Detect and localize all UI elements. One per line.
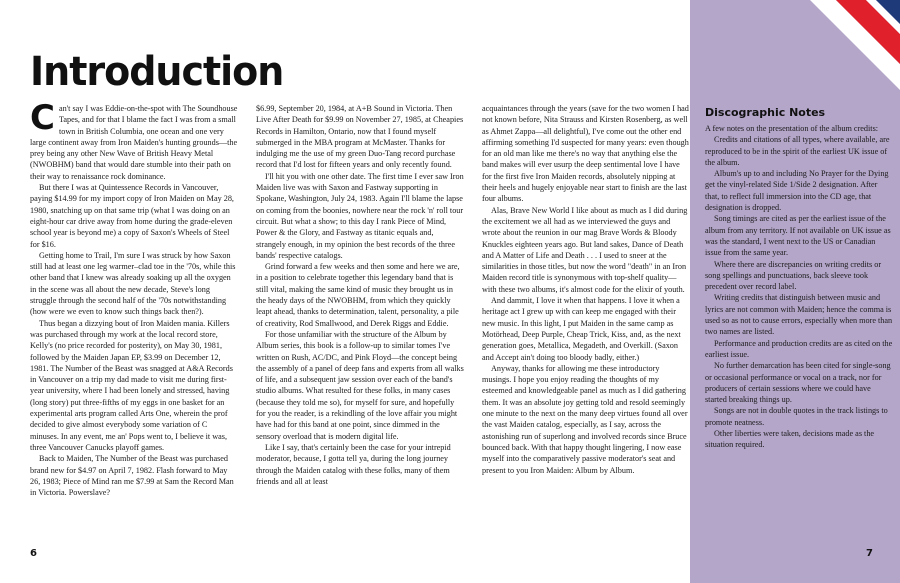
paragraph: No further demarcation has been cited for single-song or occasional performance or vocal on a track, nor for producers of certain sessions where we could have started breaking things up.	[705, 361, 891, 405]
paragraph: Other liberties were taken, decisions made as the situation required.	[705, 429, 875, 450]
discographic-notes-sidebar	[690, 0, 900, 583]
paragraph: $6.99, September 20, 1984, at A+B Sound in Victoria. Then Live After Death for $9.99 on November 27, 1985, at Cheapies Records in Hamilton, Ontario, now that I found myself submerged in the MBA program at McMaster. Thanks for indulging me the use of my green Duo-Tang record purchase record that I'd lost for fifteen years and only recently found.	[256, 104, 464, 170]
paragraph: Anyway, thanks for allowing me these introductory musings. I hope you enjoy reading the thoughts of my esteemed and knowledgeable panel as much as I did gathering them. It was an absolute joy getting told and resold seemingly one minute to the next on the many deep virtues found all over the vast Maiden catalog, especially, as I say, across the astonishing run of superlong and involved records since Bruce bounced back. With that happy thought lingering, I now ease myself into the comparatively passive moderator's seat and present to you Iron Maiden: Album by Album.	[482, 363, 688, 475]
paragraph: Grind forward a few weeks and then some and here we are, in a position to celebrate together this legendary band that is still vital, making the same kind of music they brought us in the heady days of the NWOBHM, from which they quickly leapt ahead, thanks to determination, talent, personality, a pile of creativity, Rod Smallwood, and Derek Riggs and Eddie.	[256, 262, 460, 328]
paragraph: Alas, Brave New World I like about as much as I did during the excitement we all had as we interviewed the guys and wrote about the reunion in our mag Brave Words & Bloody Knuckles eighteen years ago. But land sakes, Dance of Death and A Matter of Life and Death . . . I used to sneer at the similarities in those titles, but now the word "death" in an Iron Maiden record title is synonymous with top-shelf quality—with these two albums, it's almost code for the elixir of youth.	[482, 205, 688, 294]
paragraph: But there I was at Quintessence Records in Vancouver, paying $14.99 for my import copy of Iron Maiden on May 28, 1980, snatching up on that same trip (what I was doing on an eight-hour car drive away from home during the grade-eleven school year is beyond me) a copy of Saxon's Wheels of Steel for $16.	[30, 183, 234, 249]
paragraph: Credits and citations of all types, where available, are reproduced to be in the spirit of the earliest UK issue of the album.	[705, 135, 890, 167]
text-column-3	[482, 103, 690, 476]
paragraph: acquaintances through the years (save for the two women I had not known before, Nita Strauss and Kirsten Rosenberg, as well as Ahmet Zappa—all delightful), I've come out the other end affirming something I'd suspected for many years: even though for an old man like me there's no way that anything else the band makes will ever usurp the deep sentimental love I have for the first five Iron Maiden records, absolutely nipping at their heels and hugely enjoyable near start to finish are the last four albums.	[482, 104, 689, 204]
paragraph: Songs are not in double quotes in the track listings to promote neatness.	[705, 406, 888, 427]
page-number-left: 6	[30, 548, 37, 559]
paragraph	[30, 98, 238, 182]
paragraph: For those unfamiliar with the structure of the Album by Album series, this book is a follow-up to similar tomes I've written on Rush, AC/DC, and Pink Floyd—the concept being the assembly of a panel of deep fans and experts from all walks of life, and a subsequent jaw session over each of the band's studio albums. What resulted for these folks, in many cases (because they told me so), for myself for sure, and hopefully for you the reader, is a rekindling of the love affair you might have had for this band at one point, since dimmed in the sensory overload that is modern digital life.	[256, 329, 464, 441]
page-title: Introduction	[30, 48, 284, 95]
sidebar-heading: Discographic Notes	[705, 106, 826, 119]
paragraph: Thus began a dizzying bout of Iron Maiden mania. Killers was purchased through my work at the local record store, Kelly's (no price recorded for posterity), on May 30, 1981, followed by the Maiden Japan EP, $3.99 on December 12, 1981. The Number of the Beast was snagged at A&A Records in Vancouver on a trip my dad made to visit me during first-year university, where I had been lonely and stressed, having (long story) put three-fifths of my eggs in one basket for an experimental arts program called Arts One, wherein the prof decided to give almost everybody some variation of C minuses. In any event, me an' Pops went to, I believe it was, three Vancouver Canucks playoff games.	[30, 318, 233, 452]
paragraph: Back to Maiden, The Number of the Beast was purchased brand new for $4.97 on April 7, 1982. Flash forward to May 26, 1983; Piece of Mind ran me $7.99 at Sam the Record Man in Victoria. Powerslave?	[30, 454, 234, 498]
paragraph: And dammit, I love it when that happens. I love it when a heritage act I grew up with can keep me engaged with their new music. In this light, I put Maiden in the same camp as Motörhead, Deep Purple, Cheap Trick, Kiss, and, as the next generation goes, Metallica, Megadeth, and Overkill. (Saxon and Accept ain't doing too bloody badly, either.)	[482, 296, 681, 362]
paragraph: Performance and production credits are as cited on the earliest issue.	[705, 338, 893, 359]
drop-cap: C	[30, 98, 55, 138]
paragraph: A few notes on the presentation of the album credits:	[705, 124, 879, 133]
paragraph: Where there are discrepancies on writing credits or song spellings and punctuations, back sleeve took precedent over record label.	[705, 259, 882, 292]
notes-body	[705, 106, 893, 451]
paragraph: I'll hit you with one other date. The first time I ever saw Iron Maiden live was with Saxon and Fastway supporting in Spokane, Washington, July 24, 1983. Again I'll blame the lapse on coming from the boonies, nowhere near the rock 'n' roll tour circuit. But what a show; to this day I rank Piece of Mind, Power & the Glory, and Fastway as titanic equals and, strangely enough, in my opinion the best records of the three bands' respective catalogs.	[256, 171, 464, 260]
paragraph: Like I say, that's certainly been the case for your intrepid moderator, because, I gotta tell ya, during the long journey through the Maiden catalog with these folks, many of them friends and all at least	[256, 442, 451, 486]
paragraph: Album's up to and including No Prayer for the Dying get the vinyl-related Side 1/Side 2 designation. After that, to reflect full immersion into the CD age, that designation is dropped.	[705, 169, 889, 213]
text-column-1	[30, 98, 238, 498]
paragraph-text: an't say I was Eddie-on-the-spot with The Soundhouse Tapes, and for that I blame the fact I was from a small town in British Columbia, one ocean and one very large continent away from Iron Maiden's hunting grounds—the prey being any other New Wave of British Heavy Metal (NWOBHM) band that would dare stumble into their path on their way to renaissance rock dominance.	[30, 104, 238, 181]
text-column-2	[256, 103, 464, 487]
page-number-right: 7	[866, 548, 873, 559]
paragraph: Song timings are cited as per the earliest issue of the album from any territory. If not available on UK issue as was the standard, I went next to the US or Canadian issue from the same year.	[705, 214, 891, 258]
paragraph: Writing credits that distinguish between music and lyrics are not common with Maiden; hence the comma is used so as not to cause errors, especially when more than two names are listed.	[705, 293, 893, 337]
paragraph: Getting home to Trail, I'm sure I was struck by how Saxon still had at least one leg warmer–clad toe in the '70s, while this other band that I knew was already soaking up all the oxygen in the scene was all about the new decade, Steve's long struggle through the second half of the '70s notwithstanding (how were we even to know such things back then?).	[30, 250, 236, 317]
